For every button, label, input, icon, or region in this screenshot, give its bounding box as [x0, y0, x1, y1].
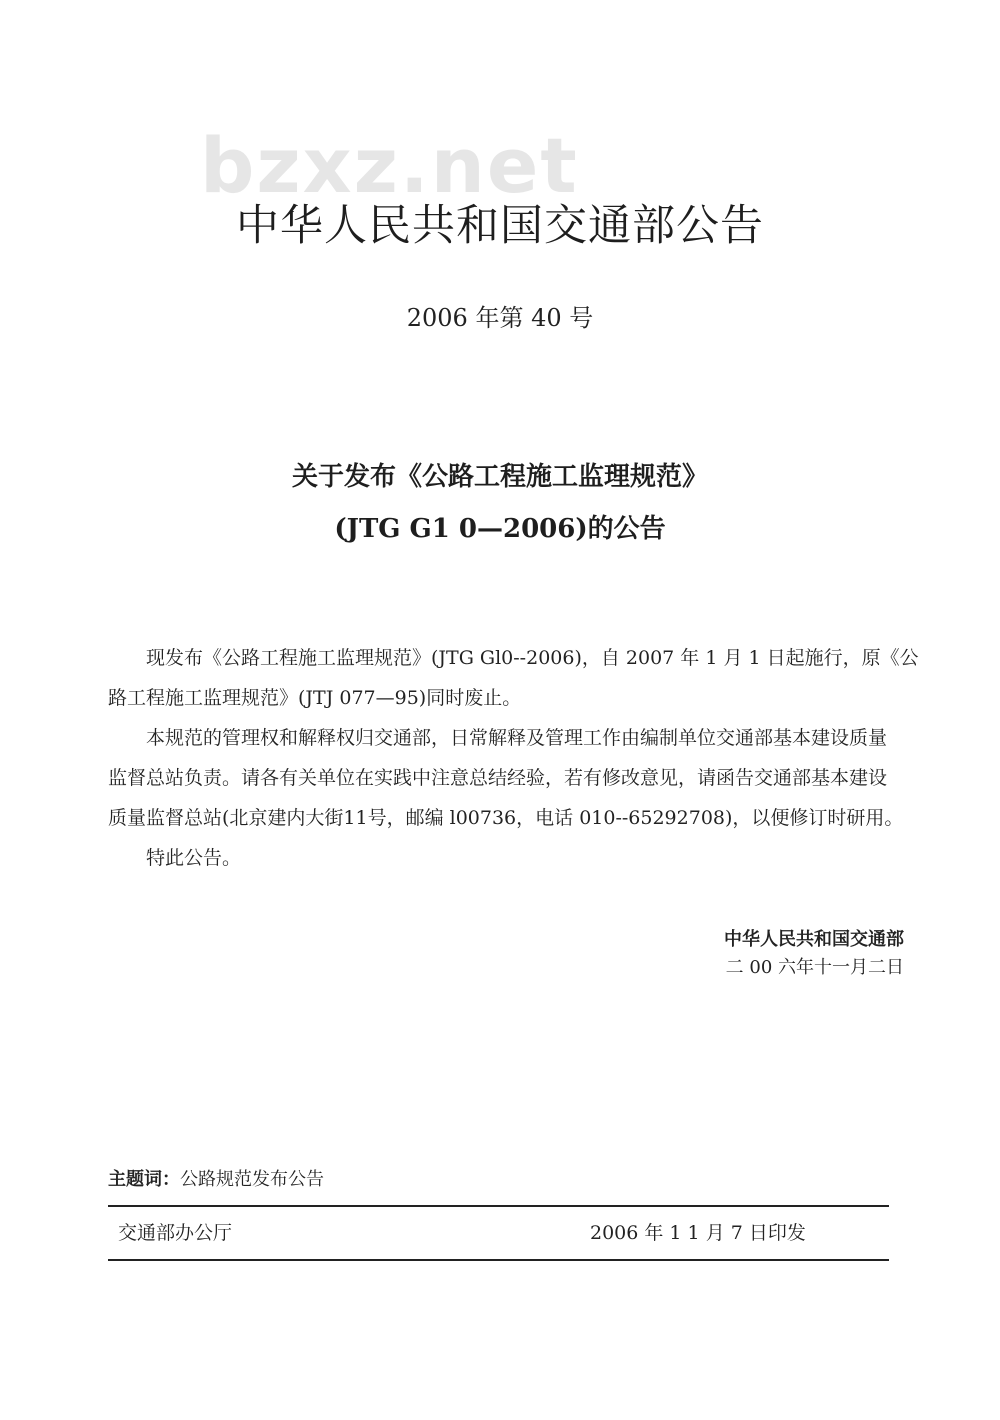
paragraph-3-line-1: 特此公告。 — [146, 847, 242, 869]
signature-block — [724, 926, 904, 982]
footer-bottom-rule — [108, 1259, 889, 1261]
issuing-office: 交通部办公厅 — [118, 1222, 233, 1244]
signing-date: 二 00 六年十一月二日 — [725, 957, 904, 978]
announcement-title: 中华人民共和国交通部公告 — [236, 201, 764, 251]
subject-label: 主题词： — [108, 1169, 180, 1190]
paragraph-1-line-2: 路工程施工监理规范》(JTJ 077—95)同时废止。 — [108, 687, 522, 709]
paragraph-1-cont — [108, 678, 908, 718]
paragraph-2-line-1: 本规范的管理权和解释权归交通部，日常解释及管理工作由编制单位交通部基本建设质量 — [146, 727, 888, 749]
watermark: bzxz.net — [200, 121, 579, 210]
subject-value: 公路规范发布公告 — [180, 1169, 324, 1190]
document-number: 2006 年第 40 号 — [406, 304, 594, 332]
paragraph-2 — [108, 718, 908, 758]
notice-body — [108, 638, 919, 878]
paragraph-2-cont — [108, 758, 908, 838]
subject-keywords — [108, 1165, 324, 1195]
notice-title-line-2: (JTG G1 0—2006)的公告 — [334, 514, 666, 544]
signing-organization: 中华人民共和国交通部 — [724, 929, 904, 950]
paragraph-1 — [108, 638, 919, 678]
paragraph-1-line-1: 现发布《公路工程施工监理规范》(JTG Gl0--2006)，自 2007 年 1 月 1 日起施行，原《公 — [146, 647, 919, 669]
footer-top-rule — [108, 1205, 889, 1207]
paragraph-3 — [108, 838, 908, 878]
notice-title-line-1: 关于发布《公路工程施工监理规范》 — [291, 462, 708, 492]
paragraph-2-line-2: 监督总站负责。请各有关单位在实践中注意总结经验，若有修改意见，请函告交通部基本建设 — [108, 767, 888, 789]
issue-date: 2006 年 1 1 月 7 日印发 — [590, 1222, 806, 1244]
paragraph-2-line-3: 质量监督总站(北京建内大街11号，邮编 l00736，电话 010--65292708)，以便修订时研用。 — [108, 807, 904, 829]
